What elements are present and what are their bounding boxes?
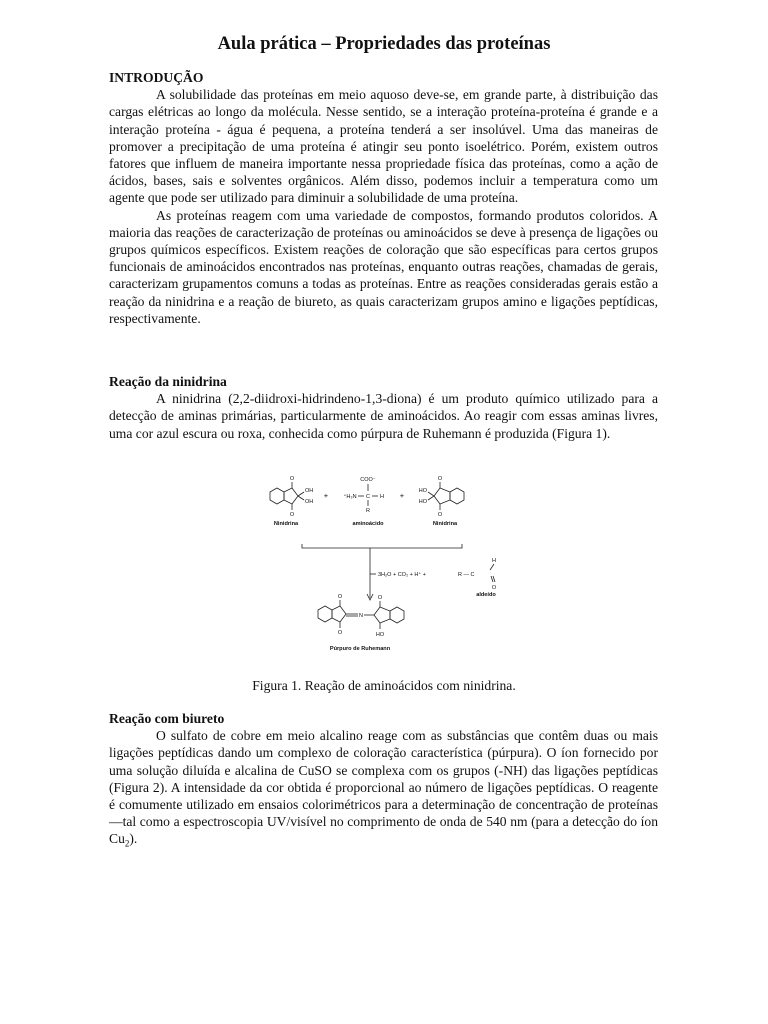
product-ho: HO <box>375 632 385 638</box>
product-oxygen-2: O <box>337 630 343 636</box>
ninhydrin-left-oh-bottom: OH <box>305 499 314 505</box>
aminoacid-amino-group: ⁺H₃N <box>343 494 357 500</box>
aminoacid-carboxylate: COO⁻ <box>360 477 376 483</box>
aminoacid-side-chain: R <box>366 508 370 514</box>
product-right-benzene-ring <box>390 607 404 623</box>
plus-sign-2: + <box>399 491 405 500</box>
copper-ion-charge: 2 <box>124 839 130 850</box>
reaction-scheme <box>262 470 506 670</box>
ninhydrin-right-ho-bottom: HO <box>418 499 427 505</box>
product-nitrogen: N <box>359 613 363 619</box>
aldehyde-rc: R — C <box>458 572 475 578</box>
page-title: Aula prática – Propriedades das proteínas <box>217 34 551 54</box>
ninhydrin-left-five-ring <box>284 488 298 504</box>
ninhydrin-right-five-ring <box>434 488 450 504</box>
section-ninidrina <box>109 373 658 442</box>
plus-sign-1: + <box>323 491 329 500</box>
product-oxygen-3: O <box>377 595 383 601</box>
ninhydrin-right-benzene-ring <box>450 488 464 504</box>
label-ninidrina-right: Ninidrina <box>432 521 458 527</box>
paragraph-biureto <box>109 727 658 853</box>
product-oxygen-1: O <box>337 594 343 600</box>
ninhydrin-left-benzene-ring <box>270 488 284 504</box>
product-left-five-ring <box>332 606 346 622</box>
byproducts-text: 3H₂O + CO₂ + H⁺ + <box>378 572 426 578</box>
label-purpura-de-ruhemann: Púrpuro de Ruhemann <box>329 646 391 652</box>
ninhydrin-right-ho-top: HO <box>418 488 427 494</box>
section-heading-introducao: INTRODUÇÃO <box>109 70 204 85</box>
aldehyde-oxygen: O <box>491 585 497 591</box>
figure-1-caption: Figura 1. Reação de aminoácidos com ninidrina. <box>252 678 516 693</box>
aminoacid-alpha-carbon: C <box>366 494 370 500</box>
paragraph-biureto-part-2: se complexa com os grupos (-NH) das ligações peptídicas (Figura 2). A intensidade da cor obtida é proporcional ao número de ligações peptídicas. O reagente é comumente utilizado em ensaios colorimétricos para a determinação de concentração de proteínas—tal como a espectroscopia UV/visível no comprimento de onda de 540 nm (para a detecção do íon Cu <box>109 762 658 847</box>
paragraph-biureto-part-1: O sulfato de cobre em meio alcalino reage com as substâncias que contêm duas ou mais ligações peptídicas dando um complexo de coloração característica (púrpura). O íon fornecido por uma solução diluída e alcalina de CuSO <box>109 728 658 778</box>
paragraph-biureto-part-3: ). <box>129 831 138 847</box>
ninhydrin-left-oxygen-bottom: O <box>289 512 295 518</box>
label-aminoacido: aminoácido <box>352 521 384 527</box>
section-heading-biureto: Reação com biureto <box>109 711 225 726</box>
section-heading-ninidrina: Reação da ninidrina <box>109 374 227 389</box>
ninhydrin-left-oxygen-top: O <box>289 476 295 482</box>
figure-1-reaction-diagram <box>262 470 506 670</box>
label-aldeido: aldeído <box>476 592 496 598</box>
paragraph-ninidrina: A ninidrina (2,2-diidroxi-hidrindeno-1,3-diona) é um produto químico utilizado para a detecção de aminas primárias, particularmente de aminoácidos. Ao reagir com essas aminas livres, uma cor azul escura ou roxa, conhecida como púrpura de Ruhemann é produzida (Figura 1). <box>109 391 658 441</box>
ninhydrin-right-oxygen-bottom: O <box>437 512 443 518</box>
ninhydrin-left-oh-top: OH <box>305 488 314 494</box>
section-biureto <box>109 710 658 853</box>
section-introducao <box>109 69 658 327</box>
paragraph-introducao-2: As proteínas reagem com uma variedade de compostos, formando produtos coloridos. A maioria das reações de caracterização de proteínas ou aminoácidos se deve à presença de ligações ou grupos químicos específicos. Existem reações de coloração que são específicas para certos grupos funcionais de aminoácidos encontrados nas proteínas, enquanto outras reações, chamadas de gerais, caracterizam grupamentos comuns a todas as proteínas. Entre as reações consideradas gerais estão a reação da ninidrina e a reação de biureto, as quais caracterizam grupos amino e ligações peptídicas, respectivamente. <box>109 207 658 326</box>
reaction-bracket <box>302 544 462 548</box>
ninhydrin-right-oxygen-top: O <box>437 476 443 482</box>
product-left-benzene-ring <box>318 606 332 622</box>
paragraph-introducao-1: A solubilidade das proteínas em meio aquoso deve-se, em grande parte, à distribuição das cargas elétricas ao longo da molécula. Nesse sentido, se a interação proteína-proteína é grande e a interação proteína - água é pequena, a proteína tenderá a ser insolúvel. Uma das maneiras de promover a precipitação de uma proteína é atingir seu ponto isoelétrico. Porém, existem outros fatores que influem de maneira importante nessa propriedade física das proteínas, como a ação de ácidos, bases, sais e solventes orgânicos. Além disso, podemos incluir a temperatura como um agente que pode ser utilizado para diminuir a solubilidade de uma proteína. <box>109 87 658 206</box>
aminoacid-hydrogen: H <box>380 494 384 500</box>
label-ninidrina-left: Ninidrina <box>273 521 299 527</box>
product-right-five-ring <box>374 607 390 623</box>
aldehyde-hydrogen: H <box>492 558 496 564</box>
